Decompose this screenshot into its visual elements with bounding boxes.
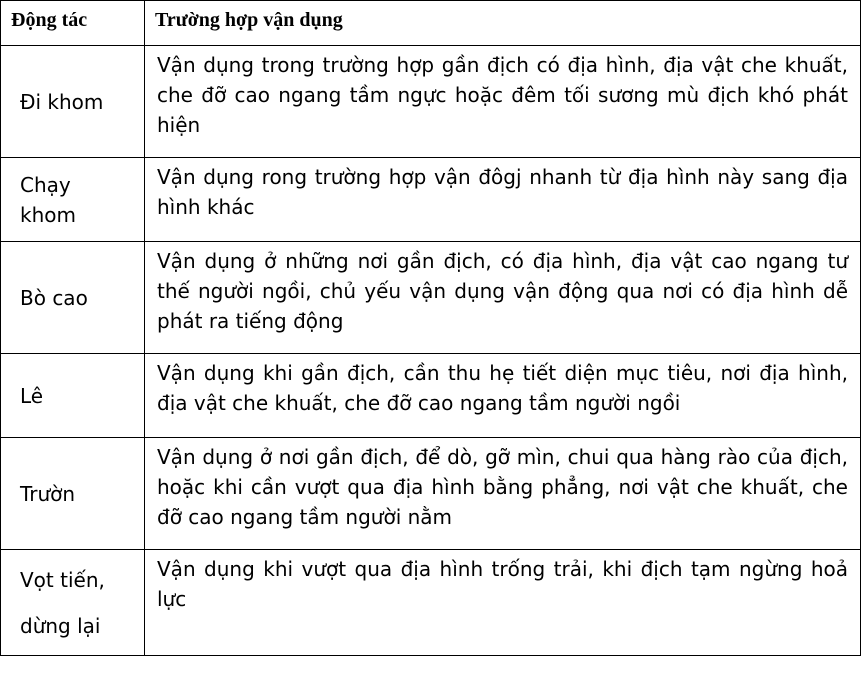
cell-usage: Vận dụng khi vượt qua địa hình trống trải, khi địch tạm ngừng hoả lực	[145, 550, 861, 656]
cell-action: Bò cao	[1, 242, 145, 354]
cell-action: Lê	[1, 354, 145, 438]
table-row	[1, 354, 861, 438]
cell-usage: Vận dụng ở những nơi gần địch, có địa hình, địa vật cao ngang tư thế người ngồi, chủ yếu vận dụng vận động qua nơi có địa hình dễ phát ra tiếng động	[145, 242, 861, 354]
cell-action: Vọt tiến, dừng lại	[1, 550, 145, 656]
table-row	[1, 158, 861, 242]
cell-usage: Vận dụng khi gần địch, cần thu hẹ tiết diện mục tiêu, nơi địa hình, địa vật che khuất, che đỡ cao ngang tầm người ngồi	[145, 354, 861, 438]
cell-usage: Vận dụng rong trường hợp vận đôgj nhanh từ địa hình này sang địa hình khác	[145, 158, 861, 242]
header-action: Động tác	[1, 1, 145, 46]
cell-usage: Vận dụng trong trường hợp gần địch có địa hình, địa vật che khuất, che đỡ cao ngang tầm ngực hoặc đêm tối sương mù địch khó phát hiện	[145, 46, 861, 158]
table-header-row	[1, 1, 861, 46]
table-row	[1, 46, 861, 158]
cell-action: Trườn	[1, 438, 145, 550]
table-row	[1, 550, 861, 656]
table-row	[1, 438, 861, 550]
header-usage: Trường hợp vận dụng	[145, 1, 861, 46]
table-row	[1, 242, 861, 354]
cell-action: Chạy khom	[1, 158, 145, 242]
cell-usage: Vận dụng ở nơi gần địch, để dò, gỡ mìn, chui qua hàng rào của địch, hoặc khi cần vượt qua địa hình bằng phẳng, nơi vật che khuất, che đỡ cao ngang tầm người nằm	[145, 438, 861, 550]
cell-action: Đi khom	[1, 46, 145, 158]
